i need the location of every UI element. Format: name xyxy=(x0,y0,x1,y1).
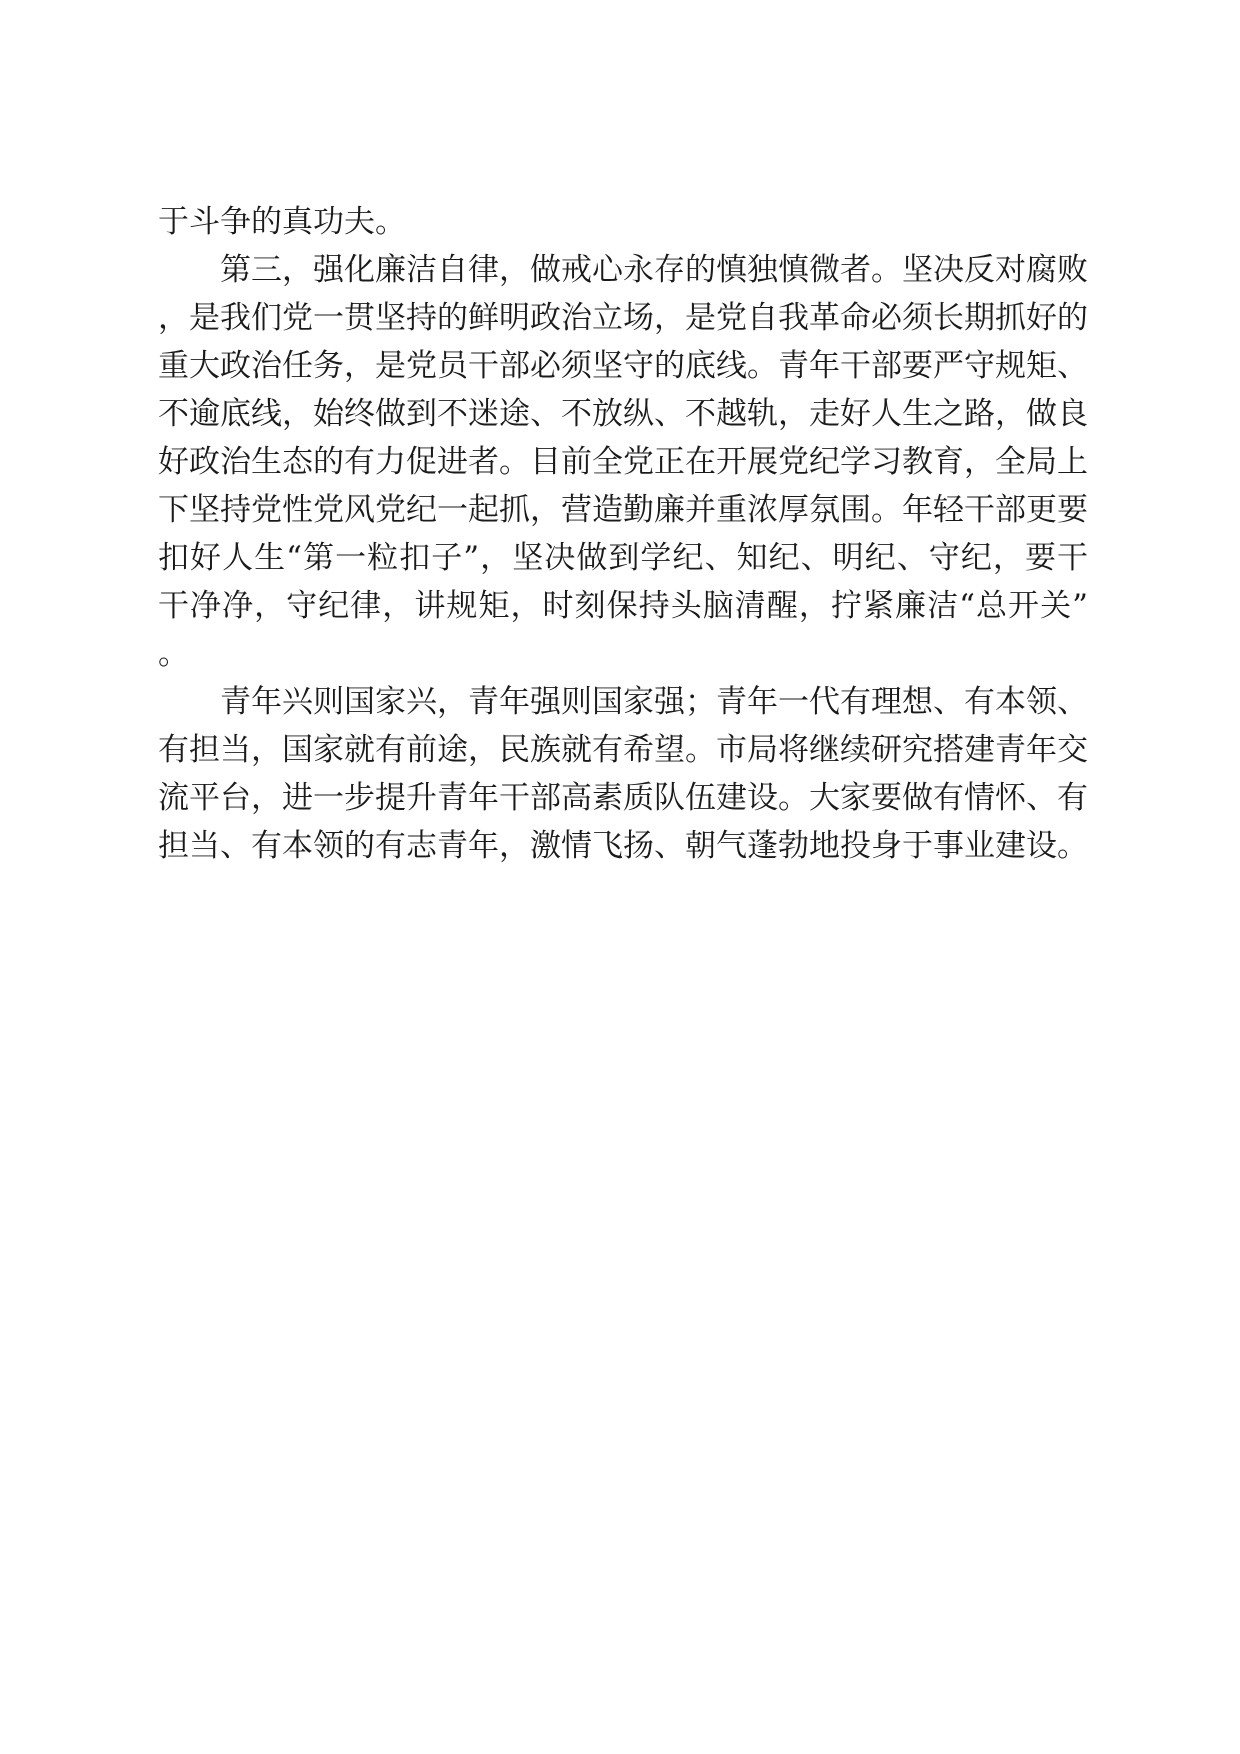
paragraph-youth-closing: 青年兴则国家兴，青年强则国家强；青年一代有理想、有本领、有担当，国家就有前途，民族就有希望。市局将继续研究搭建青年交流平台，进一步提升青年干部高素质队伍建设。大家要做有情怀、有担当、有本领的有志青年，激情飞扬、朝气蓬勃地投身于事业建设。 xyxy=(158,684,1088,864)
paragraph-continuation: 于斗争的真功夫。 xyxy=(158,204,406,240)
paragraph-integrity-discipline: 第三，强化廉洁自律，做戒心永存的慎独慎微者。坚决反对腐败，是我们党一贯坚持的鲜明政治立场，是党自我革命必须长期抓好的重大政治任务，是党员干部必须坚守的底线。青年干部要严守规矩、不逾底线，始终做到不迷途、不放纵、不越轨，走好人生之路，做良好政治生态的有力促进者。目前全党正在开展党纪学习教育，全局上下坚持党性党风党纪一起抓，营造勤廉并重浓厚氛围。年轻干部更要扣好人生“第一粒扣子”，坚决做到学纪、知纪、明纪、守纪，要干干净净，守纪律，讲规矩，时刻保持头脑清醒，拧紧廉洁“总开关”。 xyxy=(158,252,1088,672)
document-body xyxy=(158,198,1088,870)
